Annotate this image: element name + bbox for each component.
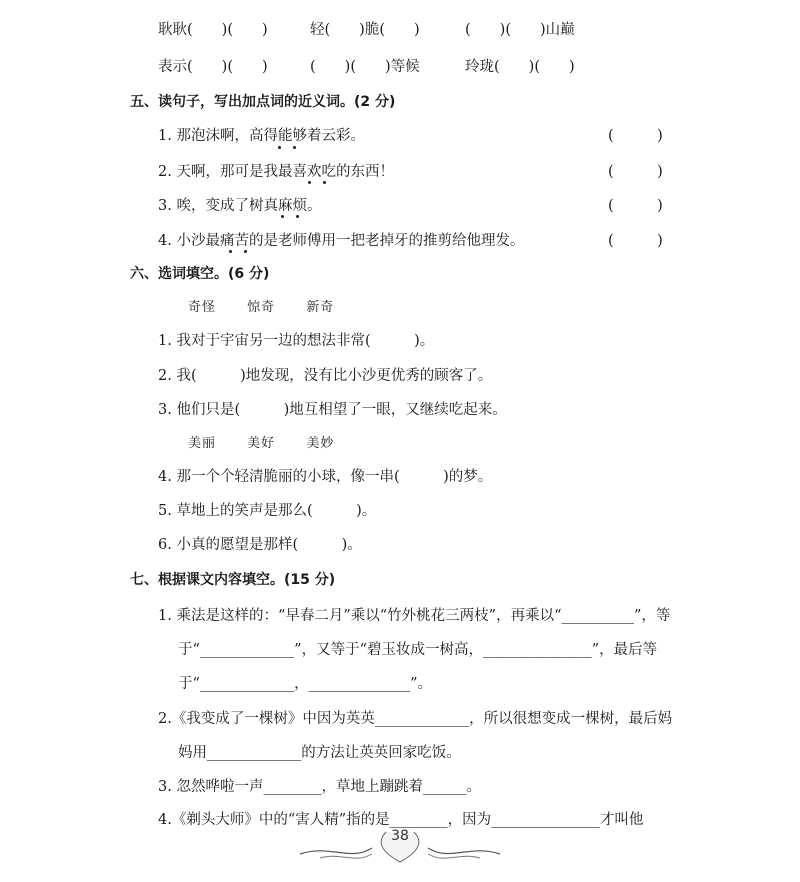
- section6-item-4: 4. 那一个个轻清脆丽的小球，像一串( )的梦。: [158, 469, 493, 485]
- word-blank-6: 玲珑( )( ): [465, 59, 575, 75]
- section5-answer-2: ( ): [608, 164, 663, 180]
- section6-heading: 六、选词填空。(6 分): [130, 266, 270, 282]
- section7-line-6: 3. 忽然哗啦一声________，草地上蹦跳着______。: [158, 779, 481, 795]
- word-blank-4: 表示( )( ): [158, 59, 268, 75]
- emphasis-dot: [296, 215, 299, 218]
- section6-item-6: 6. 小真的愿望是那样( )。: [158, 537, 362, 553]
- section5-item-2: 2. 天啊，那可是我最喜欢吃的东西！: [158, 164, 394, 180]
- section5-heading: 五、读句子，写出加点词的近义词。(2 分): [130, 94, 396, 110]
- word-option: 美妙: [306, 436, 335, 451]
- section5-item-4: 4. 小沙最痛苦的是老师傅用一把老掉牙的推剪给他理发。: [158, 233, 525, 249]
- section6-item-1: 1. 我对于宇宙另一边的想法非常( )。: [158, 333, 435, 349]
- section6-item-3: 3. 他们只是( )地互相望了一眼，又继续吃起来。: [158, 402, 507, 418]
- word-blank-3: ( )( )山巅: [465, 22, 575, 38]
- word-bank-1: [188, 296, 360, 315]
- section7-line-3: 于“_____________，______________”。: [178, 676, 433, 692]
- word-option: 美丽: [188, 436, 217, 451]
- word-blank-5: ( )( )等候: [310, 59, 420, 75]
- word-option: 美好: [247, 436, 276, 451]
- section7-line-1: 1. 乘法是这样的：“早春二月”乘以“竹外桃花三两枝”，再乘以“__________”，等: [158, 608, 671, 624]
- section7-line-5: 妈用_____________的方法让英英回家吃饭。: [178, 745, 461, 761]
- section7-line-4: 2.《我变成了一棵树》中因为英英_____________，所以很想变成一棵树，最后妈: [158, 711, 673, 727]
- section5-item-3: 3. 唉，变成了树真麻烦。: [158, 198, 322, 214]
- word-option: 奇怪: [188, 300, 217, 315]
- section5-item-1: 1. 那泡沫啊，高得能够着云彩。: [158, 128, 365, 144]
- section5-answer-3: ( ): [608, 198, 663, 214]
- emphasis-dot: [244, 250, 247, 253]
- word-option: 新奇: [306, 300, 335, 315]
- section7-line-7: 4.《剃头大师》中的“害人精”指的是________，因为_______________才叫他: [158, 812, 644, 828]
- section6-item-2: 2. 我( )地发现，没有比小沙更优秀的顾客了。: [158, 368, 493, 384]
- word-blank-1: 耿耿( )( ): [158, 22, 268, 38]
- emphasis-dot: [323, 181, 326, 184]
- emphasis-dot: [278, 146, 281, 149]
- emphasis-dot: [308, 181, 311, 184]
- emphasis-dot: [293, 146, 296, 149]
- emphasis-dot: [229, 250, 232, 253]
- page-number: 38: [391, 828, 409, 844]
- section7-heading: 七、根据课文内容填空。(15 分): [130, 572, 336, 588]
- section5-answer-1: ( ): [608, 128, 663, 144]
- word-bank-2: [188, 432, 360, 451]
- section6-item-5: 5. 草地上的笑声是那么( )。: [158, 503, 377, 519]
- word-option: 惊奇: [247, 300, 276, 315]
- section5-answer-4: ( ): [608, 233, 663, 249]
- page-footer: [0, 818, 800, 882]
- emphasis-dot: [281, 215, 284, 218]
- word-blank-2: 轻( )脆( ): [310, 22, 420, 38]
- section7-line-2: 于“_____________”，又等于“碧玉妆成一树高，_______________”，最后等: [178, 642, 658, 658]
